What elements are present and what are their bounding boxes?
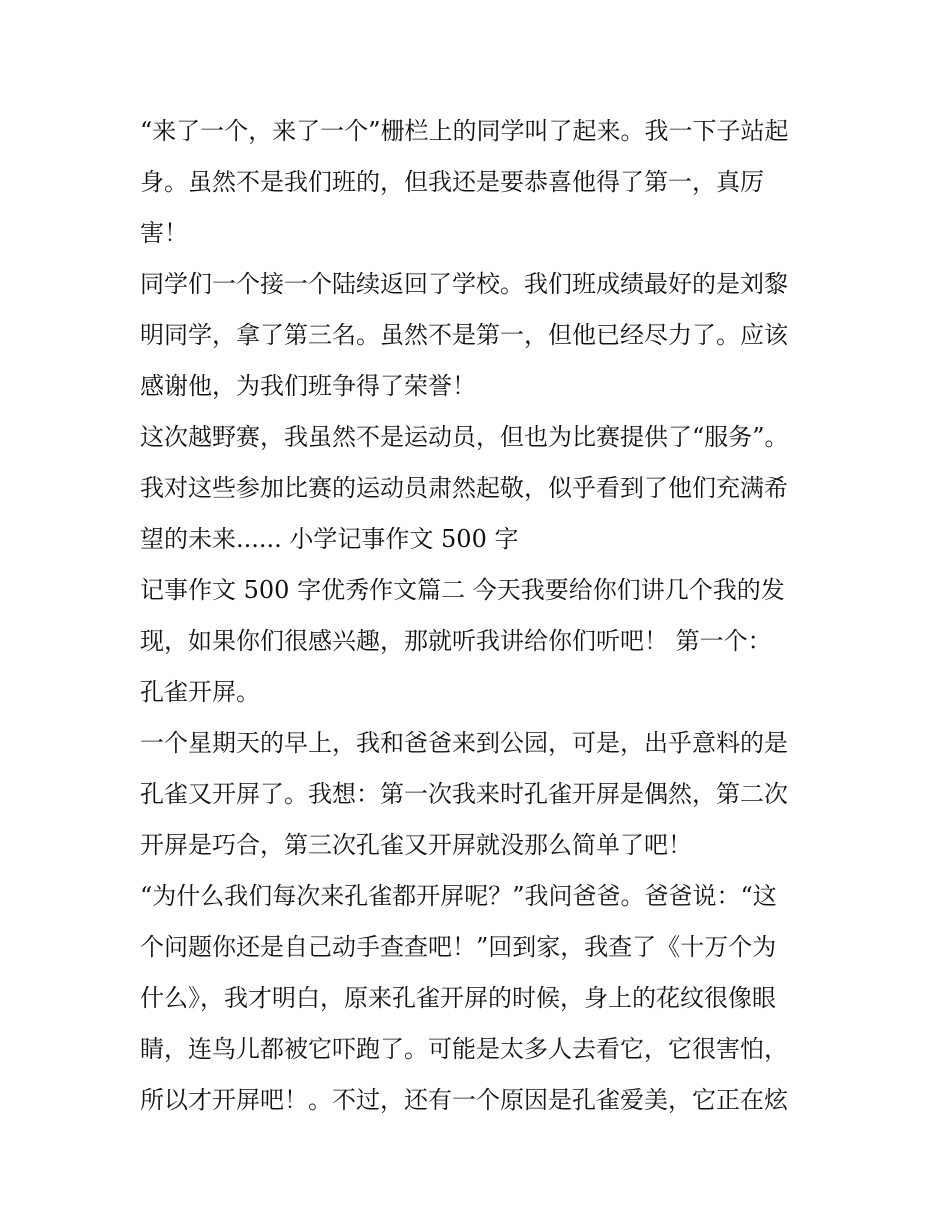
text-line: 所以才开屏吧！。不过，还有一个原因是孔雀爱美，它正在炫 bbox=[140, 1086, 788, 1114]
text-line: “为什么我们每次来孔雀都开屏呢？”我问爸爸。爸爸说：“这 bbox=[140, 882, 777, 910]
text-line: 现，如果你们很感兴趣，那就听我讲给你们听吧！ 第一个： bbox=[140, 627, 772, 655]
text-line: 孔雀开屏。 bbox=[140, 678, 260, 706]
text-line: “来了一个，来了一个”栅栏上的同学叫了起来。我一下子站起 bbox=[140, 117, 789, 145]
text-line: 我对这些参加比赛的运动员肃然起敬，似乎看到了他们充满希 bbox=[140, 474, 788, 502]
text-line: 这次越野赛，我虽然不是运动员，但也为比赛提供了“服务”。 bbox=[140, 423, 789, 451]
text-line: 睛，连鸟儿都被它吓跑了。可能是太多人去看它，它很害怕， bbox=[140, 1035, 788, 1063]
text-line: 开屏是巧合，第三次孔雀又开屏就没那么简单了吧！ bbox=[140, 831, 692, 859]
text-line: 身。虽然不是我们班的，但我还是要恭喜他得了第一，真厉 bbox=[140, 168, 764, 196]
text-line: 什么》，我才明白，原来孔雀开屏的时候，身上的花纹很像眼 bbox=[140, 984, 776, 1012]
text-line: 明同学，拿了第三名。虽然不是第一，但他已经尽力了。应该 bbox=[140, 321, 788, 349]
text-line: 记事作文 500 字优秀作文篇二 今天我要给你们讲几个我的发 bbox=[140, 576, 785, 604]
text-line: 一个星期天的早上，我和爸爸来到公园，可是，出乎意料的是 bbox=[140, 729, 788, 757]
text-line: 害！ bbox=[140, 219, 188, 247]
text-line: 感谢他，为我们班争得了荣誉！ bbox=[140, 372, 476, 400]
text-line: 孔雀又开屏了。我想：第一次我来时孔雀开屏是偶然，第二次 bbox=[140, 780, 788, 808]
text-line: 个问题你还是自己动手查查吧！”回到家，我查了《十万个为 bbox=[140, 933, 777, 961]
text-line: 望的未来...... 小学记事作文 500 字 bbox=[140, 525, 519, 553]
essay-text bbox=[140, 106, 820, 1126]
text-line: 同学们一个接一个陆续返回了学校。我们班成绩最好的是刘黎 bbox=[140, 270, 788, 298]
